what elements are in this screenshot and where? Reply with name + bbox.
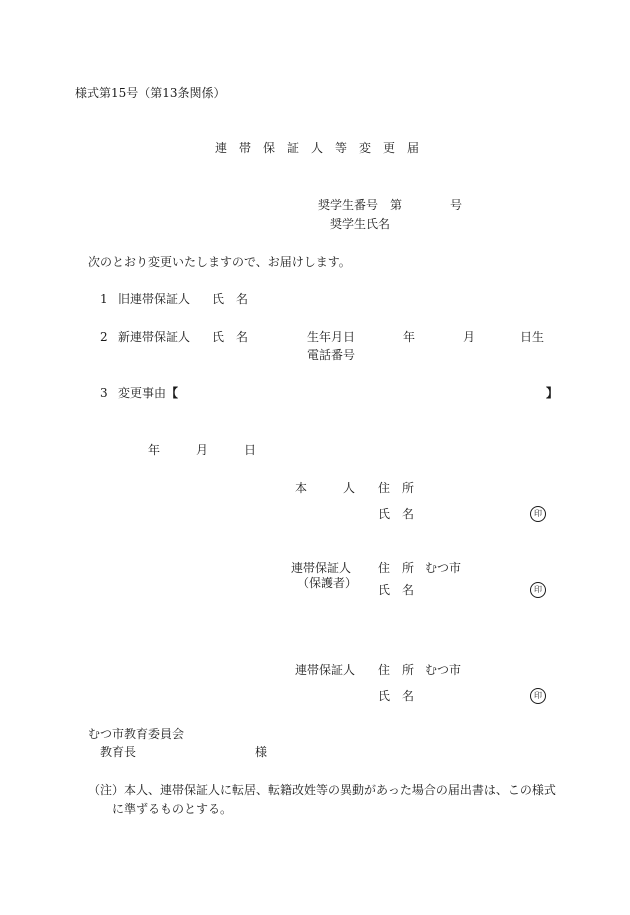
self-role-b: 人	[343, 481, 356, 495]
addressee-honorific: 様	[255, 745, 268, 759]
item1-number: 1	[100, 292, 108, 306]
note-line1: 本人、連帯保証人に転居、転籍改姓等の異動があった場合の届出書は、この様式	[124, 783, 556, 797]
item2-number: 2	[100, 330, 108, 344]
date-day: 日	[244, 443, 257, 457]
item1-name-label: 氏 名	[212, 292, 249, 306]
item2-phone-label: 電話番号	[307, 348, 356, 362]
item3-label: 変更事由	[118, 386, 167, 400]
document-title: 連 帯 保 証 人 等 変 更 届	[215, 141, 420, 155]
form-id: 様式第15号（第13条関係）	[75, 86, 226, 100]
item3-number: 3	[100, 386, 108, 400]
note-line2: に準ずるものとする。	[112, 802, 233, 816]
item2-day: 日生	[520, 330, 545, 344]
self-seal-icon: 印	[530, 506, 546, 522]
item3-bracket-close: 】	[546, 386, 559, 400]
item3-bracket-open: 【	[166, 386, 179, 400]
guarantor2-address-label: 住 所	[378, 663, 415, 677]
item2-birth-label: 生年月日	[307, 330, 356, 344]
student-number-label: 奨学生番号	[318, 198, 379, 212]
item2-label: 新連帯保証人	[118, 330, 191, 344]
guarantor1-seal-icon: 印	[530, 582, 546, 598]
addressee-title: 教育長	[100, 745, 137, 759]
guarantor2-role: 連帯保証人	[295, 663, 356, 677]
date-month: 月	[196, 443, 209, 457]
guarantor1-address-value: むつ市	[425, 561, 462, 575]
self-address-label: 住 所	[378, 481, 415, 495]
student-name-label: 奨学生氏名	[330, 217, 391, 231]
student-number-prefix: 第	[390, 198, 403, 212]
self-name-label: 氏 名	[378, 507, 415, 521]
guarantor2-seal-icon: 印	[530, 688, 546, 704]
self-role-a: 本	[295, 481, 308, 495]
item1-label: 旧連帯保証人	[118, 292, 191, 306]
item2-year: 年	[403, 330, 416, 344]
guarantor2-address-value: むつ市	[425, 663, 462, 677]
date-year: 年	[148, 443, 161, 457]
student-number-suffix: 号	[450, 198, 463, 212]
guarantor1-role: 連帯保証人	[291, 561, 352, 575]
addressee-org: むつ市教育委員会	[88, 727, 185, 741]
guarantor1-role-note: （保護者）	[297, 576, 358, 590]
guarantor1-address-label: 住 所	[378, 561, 415, 575]
intro-text: 次のとおり変更いたしますので、お届けします。	[88, 255, 351, 269]
item2-month: 月	[463, 330, 476, 344]
guarantor2-name-label: 氏 名	[378, 689, 415, 703]
item2-name-label: 氏 名	[212, 330, 249, 344]
note-label: （注）	[88, 783, 125, 797]
guarantor1-name-label: 氏 名	[378, 583, 415, 597]
